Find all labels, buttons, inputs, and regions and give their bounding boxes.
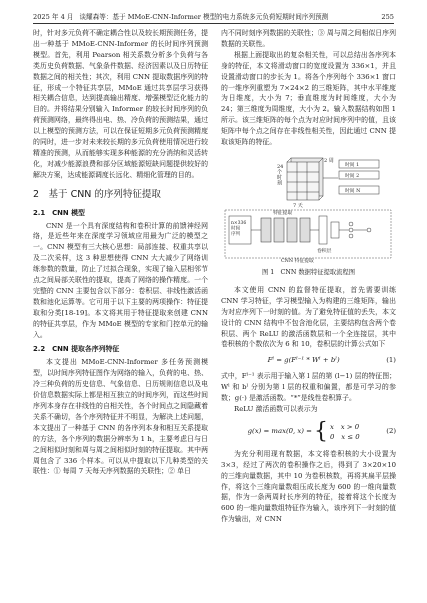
paragraph: 为充分利用现有数据，本文将卷积核的大小设置为 3×3，经过了两次的卷积操作之后，得到了 3×20×10 的三维向量数据，其中 10 为卷积核数，再将其扁平层操作，将这个三维向量数组压成长度为 600 的一维向量数据，作为一条两周时长序列的特征，接着将这个长度为 600 的一维向量数组特征作为输入，该序列下一时刻的值作为输出，对 CNN bbox=[221, 449, 396, 524]
paragraph: ReLU 激活函数可以表示为 bbox=[234, 404, 318, 413]
subsection-title: 2.1 CNN 模型 bbox=[33, 208, 85, 217]
header-title: 谈耀森等：基于 MMoE-CNN-Informer 模型的电力系统多元负荷短期时间序列预测 bbox=[79, 13, 329, 21]
paragraph: 根据上面提取出的复杂相关性，可以总结出各序列本身的特征，本文将滑动窗口的宽度设置为 336×1，并且设置滑动窗口的步长为 1。将各个序列每个 336×1 窗口的一维序列重塑为 7×24×2 的三维矩阵，其中水平维度为日维度，大小为 7；垂直维度为时间维度，大小为 24；第三维度为周维度，大小为 2。输入数据结构如图 1 所示。该三维矩阵的每个点为对应时间序列中的值，且该矩阵中每个点之间存在非线性相关性，因此通过 CNN 提取该矩阵的特征。 bbox=[221, 50, 396, 147]
paragraph: 内不同时刻序列数据的关联性；③ 周与周之间相似日序列数据的关联性。 bbox=[221, 29, 396, 48]
eq2-lhs: g(x) = max(0, x) = bbox=[247, 427, 312, 436]
equation-2 bbox=[221, 418, 397, 444]
equation-number: (1) bbox=[386, 356, 396, 365]
page-number: 255 bbox=[381, 13, 394, 21]
time-2-label: 时间 2 bbox=[345, 173, 360, 179]
conv-label: 卷积层 bbox=[317, 248, 332, 254]
conv-layer bbox=[261, 218, 310, 242]
seq-label: n×336 时间序列 bbox=[231, 220, 247, 237]
cnn-label: CNN 特征提取 bbox=[281, 258, 314, 264]
section-title: 2 基于 CNN 的序列特征提取 bbox=[33, 188, 161, 200]
paragraph: 本文使用 CNN 的监督特征提取，首先需要训练 CNN 学习特征，学习模型输入为构建的三维矩阵，输出为对应序列下一时刻的值。为了避免特征值的丢失，本文设计的 CNN 结构中不包含池化层，主要结构包含两个卷积层、两个 ReLU 的激活函数层和一个全连接层，其中卷积核的个数依次为 6 和 10，卷积层的计算公式如下 bbox=[221, 285, 396, 349]
paragraph: CNN 是一个具有深度结构和卷积计算的前馈神经网络，是近些年来在深度学习领域应用最为广泛的模型之一。CNN 模型有三大核心思想：局部连接、权重共享以及二次采样，这 3 种思想使得 CNN 大大减少了网络训练参数的数量，防止了过拟合现象，实现了输入层相邻节点之间局部关联性的提取，提高了网络的操作精度。一个完整的 CNN 主要包含以下部分：卷积层、非线性激活函数和池化运算等。它可用于以下主要的两项操作：特征提取和分类[18-19]。本文将其用于特征提取来创建 CNN 的特征共享层，作为 MMoE 模型的专家和门控单元的输入。 bbox=[33, 221, 208, 339]
left-column bbox=[33, 28, 208, 477]
feature-map-label: 特征提取 bbox=[273, 210, 293, 216]
equation-body: Fˡ = g(Fˡ⁻¹ * Wˡ + bˡ) bbox=[267, 356, 340, 365]
eq2-case-2: 0 x ≤ 0 bbox=[329, 432, 360, 441]
cnn-flow-figure bbox=[221, 152, 396, 264]
equation-number: (2) bbox=[386, 427, 397, 436]
paragraph: 本文提出 MMoE-CNN-Informer 多任务预测模型，以时间序列特征图作为网络的输入，负荷的电、热、冷三种负荷的历史信息、气象信息、日历规则信息以及电价信息数据实际上都是相互独立的时间序列，而这些时间序列本身存在非线性的自相关性，各个时间点之间隐藏着关系不确切，各个序列特征并不明显，为解决上述问题，本文提出了一种基于 CNN 的各序列本身和相互关系提取的方法，各个序列的数据分辨率为 1 h，主要考虑日与日之间相似时刻和周与周之间相似时刻的特征提取。其中两周包含了 336 个样本。可以从中提取以下几种类型的关联性：① 每周 7 天每天序列数据的关联性；② 单日 bbox=[33, 358, 208, 476]
time-1-label: 时间 1 bbox=[345, 162, 360, 168]
figure-diagram bbox=[221, 152, 396, 264]
equation-1 bbox=[221, 355, 396, 366]
eq2-cases bbox=[330, 422, 360, 442]
input-cube bbox=[287, 158, 323, 200]
time-label: 24 个时刻 bbox=[277, 163, 284, 187]
page-header bbox=[33, 9, 394, 24]
right-column bbox=[221, 28, 396, 525]
week-label: 2 周 bbox=[324, 157, 334, 164]
day-label: 7 天 bbox=[293, 202, 303, 209]
time-n-label: 时间 N bbox=[345, 188, 361, 194]
eq2-case-1: x x > 0 bbox=[329, 422, 360, 431]
subsection-title: 2.2 CNN 提取各序列特征 bbox=[33, 345, 120, 354]
paragraph: 式中，Fˡ⁻¹ 表示用于输入第 l 层的第 (l−1) 层的特征图；Wˡ 和 bˡ 分别为第 l 层的权重和偏置，都是可学习的参数；g(·) 是激活函数。“*”是线性卷积算子。 bbox=[221, 372, 396, 403]
paragraph: 时，针对多元负荷不确定耦合性以及较长期预测任务，提出一种基于 MMoE-CNN-Informer 的长时间序列预测模型。首先，利用 Pearson 相关系数分析多个负荷与各类历史负荷数据、气象条件数据、经济因素以及日历特征数据之间的相关性；其次，利用 CNN 提取数据序列的特征，形成一个特征共享层，MMoE 通过共享层学习获得相关耦合信息，达到提高输出精度、增强模型泛化能力的目的。并将结果分别输入 Informer 的较长时间序列的负荷预测网络，最终得出电、热、冷负荷的预测结果，通过以上模型的预测方法，可以在保证短期多元负荷预测精度的同时，进一步对未来较长期的多元负荷使用情况进行较精准的预测，从而能够实现多种能源的充分消纳和灵活转化，对减少能源浪费和部分区域能源短缺问题提供较好的解决方案，达成能源调度长远化、精细化管理的目的。 bbox=[33, 29, 208, 179]
header-date: 2025 年 4 月 bbox=[33, 13, 74, 21]
brace-glyph: { bbox=[313, 418, 328, 444]
figure-caption: 图 1 CNN 数据特征提取流程图 bbox=[261, 268, 356, 276]
equation-body bbox=[247, 418, 360, 444]
